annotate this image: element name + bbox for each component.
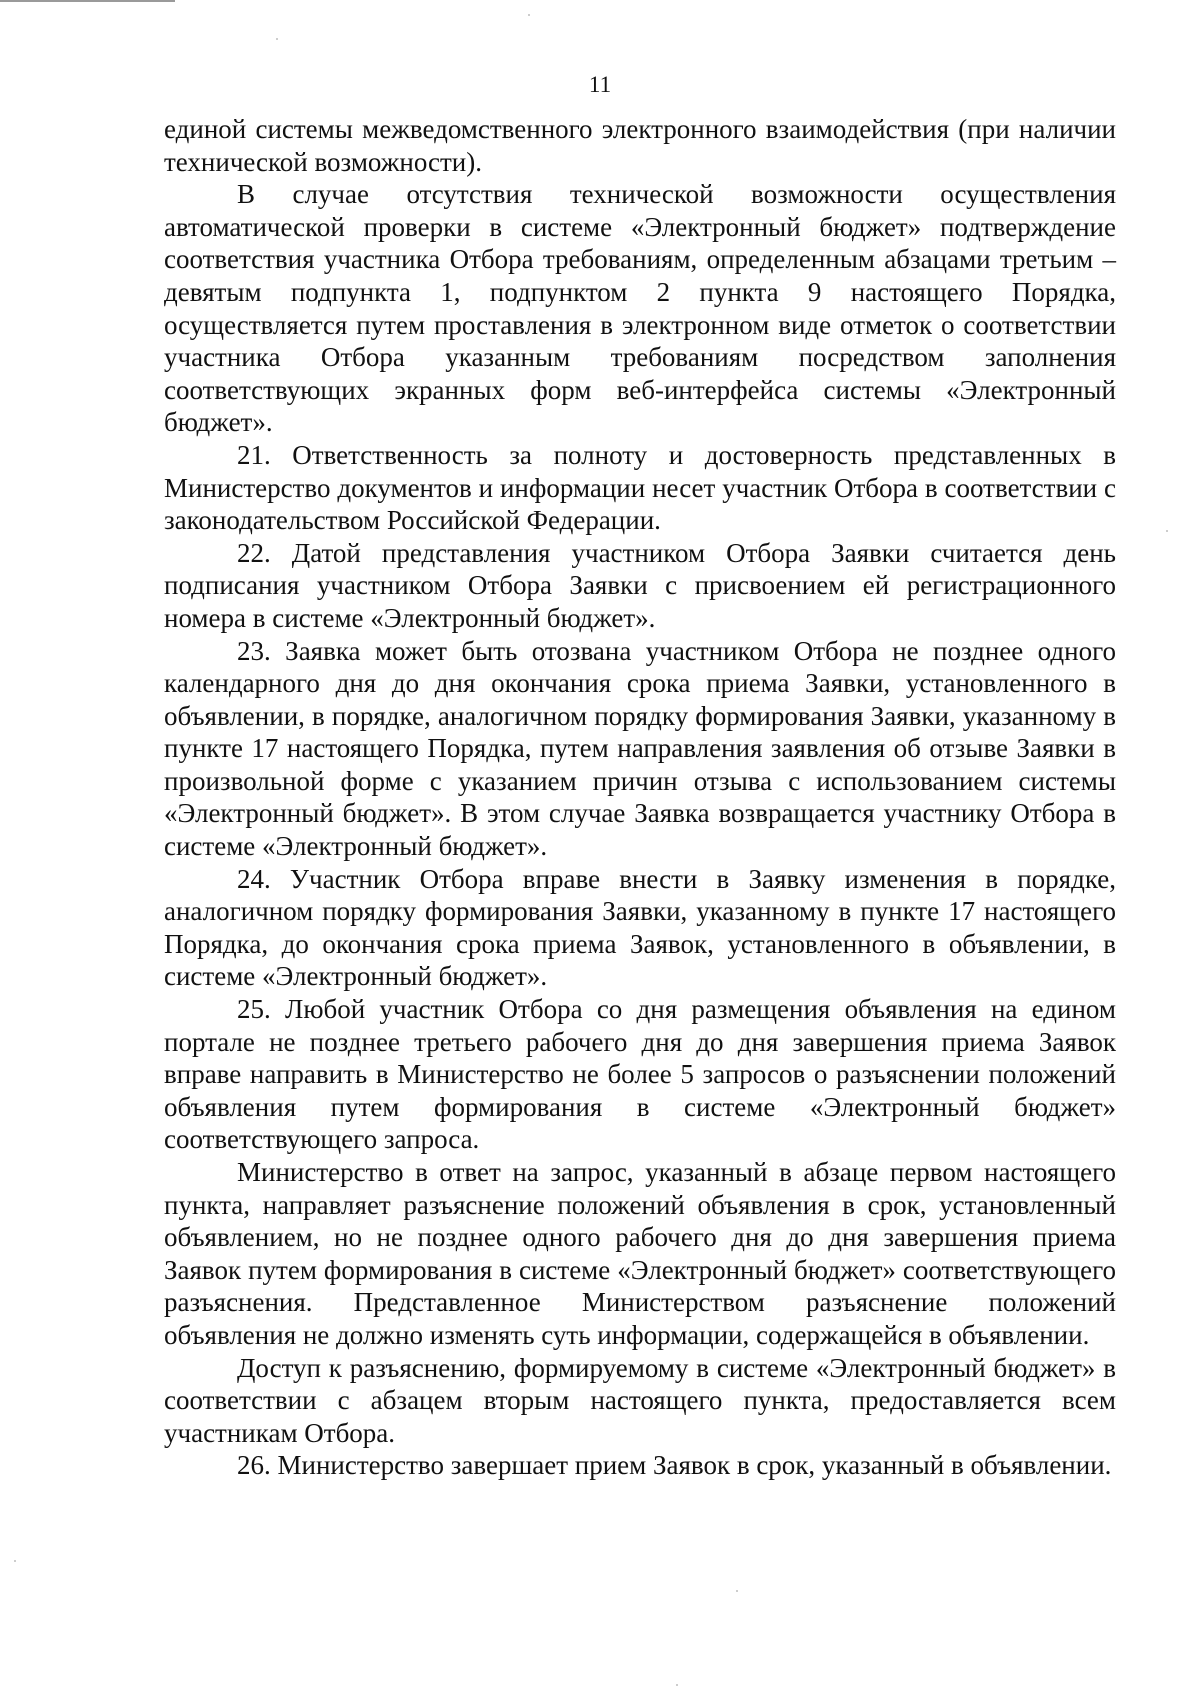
document-body: [164, 113, 1116, 1482]
scan-speck: [1166, 530, 1168, 532]
scan-speck: [276, 38, 278, 40]
paragraph-item-26: 26. Министерство завершает прием Заявок в срок, указанный в объявлении.: [237, 1450, 1112, 1481]
paragraph-access-clarification: Доступ к разъяснению, формируемому в системе «Электронный бюджет» в соответствии с абзацем вторым настоящего пункта, предоставляется всем участникам Отбора.: [164, 1352, 1116, 1448]
page-number: 11: [588, 72, 612, 97]
scan-speck: [14, 1560, 16, 1562]
scan-speck: [676, 1684, 678, 1686]
paragraph-item-22: 22. Датой представления участником Отбора Заявки считается день подписания участником Отбора Заявки с присвоением ей регистрационного номера в системе «Электронный бюджет».: [164, 537, 1116, 633]
paragraph-no-tech-check: В случае отсутствия технической возможности осуществления автоматической проверки в системе «Электронный бюджет» подтверждение соответствия участника Отбора требованиям, определенным абзацами третьим – девятым подпункта 1, подпунктом 2 пункта 9 настоящего Порядка, осуществляется путем проставления в электронном виде отметок о соответствии участника Отбора указанным требованиям посредством заполнения соответствующих экранных форм веб-интерфейса системы «Электронный бюджет».: [164, 179, 1116, 438]
paragraph-continuation: единой системы межведомственного электронного взаимодействия (при наличии технической возможности).: [164, 114, 1116, 177]
paragraph-item-25: 25. Любой участник Отбора со дня размещения объявления на едином портале не позднее третьего рабочего дня до дня завершения приема Заявок вправе направить в Министерство не более 5 запросов о разъяснении положений объявления путем формирования в системе «Электронный бюджет» соответствующего запроса.: [164, 994, 1116, 1155]
scan-speck: [736, 1590, 738, 1592]
paragraph-item-21: 21. Ответственность за полноту и достоверность представленных в Министерство документов и информации несет участник Отбора в соответствии с законодательством Российской Федерации.: [164, 439, 1116, 536]
paragraph-ministry-response: Министерство в ответ на запрос, указанный в абзаце первом настоящего пункта, направляет разъяснение положений объявления в срок, установленный объявлением, но не позднее одного рабочего дня до дня завершения приема Заявок путем формирования в системе «Электронный бюджет» соответствующего разъяснения. Представленное Министерством разъяснение положений объявления не должно изменять суть информации, содержащейся в объявлении.: [164, 1157, 1116, 1350]
paragraph-item-23: 23. Заявка может быть отозвана участником Отбора не позднее одного календарного дня до дня окончания срока приема Заявки, установленного в объявлении, в порядке, аналогичном порядку формирования Заявки, указанному в пункте 17 настоящего Порядка, путем направления заявления об отзыве Заявки в произвольной форме с указанием причин отзыва с использованием системы «Электронный бюджет». В этом случае Заявка возвращается участнику Отбора в системе «Электронный бюджет».: [164, 635, 1116, 862]
scan-speck: [528, 14, 530, 16]
paragraph-item-24: 24. Участник Отбора вправе внести в Заявку изменения в порядке, аналогичном порядку формирования Заявки, указанному в пункте 17 настоящего Порядка, до окончания срока приема Заявок, установленного в объявлении, в системе «Электронный бюджет».: [164, 863, 1116, 992]
scan-edge-line: [0, 0, 175, 2]
